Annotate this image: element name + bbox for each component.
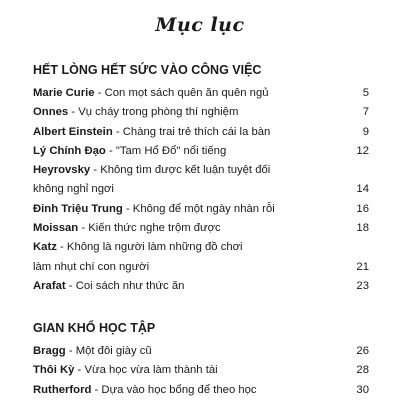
page-title: Mục lục	[155, 14, 245, 36]
toc-entry-page-number: 12	[356, 144, 369, 157]
toc-entry-separator: -	[122, 202, 133, 215]
section-1-entries	[33, 84, 369, 296]
toc-entry-name: Moissan	[33, 222, 79, 235]
toc-entry-separator: -	[112, 125, 123, 138]
toc-entry	[33, 200, 369, 219]
toc-entry-name: Arafat	[33, 279, 66, 292]
toc-entry-line	[33, 381, 369, 400]
toc-entry	[33, 277, 369, 296]
toc-entry-page-number: 7	[362, 106, 369, 119]
toc-entry-line	[33, 161, 369, 180]
toc-entry-name: Onnes	[33, 106, 69, 119]
toc-entry-separator: -	[68, 106, 79, 119]
toc-entry-line	[33, 200, 369, 219]
toc-entry-description: Không để một ngày nhàn rỗi	[132, 202, 275, 215]
toc-entry-description: Vừa học vừa làm thành tài	[84, 364, 218, 377]
toc-entry-separator: -	[56, 241, 67, 254]
toc-entry-name: Marie Curie	[33, 87, 95, 99]
toc-entry	[33, 381, 369, 400]
toc-entry-description: Không tìm được kết luận tuyệt đối	[100, 164, 271, 177]
toc-entry-page-number: 30	[356, 383, 369, 396]
toc-entry-page-number: 16	[356, 202, 369, 215]
toc-entry-page-number: 21	[356, 260, 369, 273]
toc-entry-description: "Tam Hổ Đổ" nổi tiếng	[115, 144, 227, 157]
toc-entry-separator: -	[65, 279, 76, 292]
toc-entry-description: Chàng trai trẻ thích cái la bàn	[122, 125, 271, 138]
toc-entry-description: Kiến thức nghe trộm được	[88, 222, 221, 235]
toc-entry-description: Coi sách như thức ăn	[75, 279, 185, 292]
toc-entry-name: Thôi Kỳ	[33, 364, 75, 377]
toc-entry-page-number: 18	[356, 222, 369, 235]
toc-entry-separator: -	[78, 222, 89, 235]
toc-entry-separator: -	[94, 87, 105, 99]
toc-entry-line	[33, 277, 369, 296]
toc-entry-page-number: 14	[356, 183, 369, 196]
toc-entry-page-number: 9	[362, 125, 369, 138]
toc-entry	[33, 84, 369, 103]
toc-entry-description: Con mọt sách quên ăn quên ngủ	[104, 87, 269, 99]
toc-entry-line	[33, 361, 369, 380]
toc-entry	[33, 238, 369, 277]
toc-entry-line	[33, 123, 369, 142]
toc-entry-line	[33, 238, 369, 257]
toc-entry-page-number: 23	[356, 279, 369, 292]
toc-entry-name: Rutherford	[33, 383, 92, 396]
toc-entry-description: Không là người làm những đồ chơi	[66, 241, 243, 254]
toc-entry-description-continued: không nghỉ ngơi	[33, 183, 114, 196]
toc-entry	[33, 342, 369, 361]
toc-entry-separator: -	[65, 345, 76, 357]
toc-entry-page-number: 28	[356, 364, 369, 377]
toc-entry-page-number: 26	[356, 345, 369, 357]
toc-entry-name: Đinh Triệu Trung	[33, 202, 123, 215]
section-heading-2: GIAN KHỔ HỌC TẬP	[33, 321, 156, 335]
section-heading-1: HẾT LÒNG HẾT SỨC VÀO CÔNG VIỆC	[33, 63, 262, 77]
toc-entry-description: Vụ cháy trong phòng thí nghiệm	[78, 106, 239, 119]
toc-entry-separator: -	[74, 364, 85, 377]
section-2-entries	[33, 342, 369, 400]
toc-entry	[33, 103, 369, 122]
toc-entry-separator: -	[90, 164, 101, 177]
toc-entry-line	[33, 219, 369, 238]
toc-entry-name: Heyrovsky	[33, 164, 91, 177]
toc-entry	[33, 161, 369, 200]
toc-entry-page-number: 5	[362, 87, 369, 99]
toc-entry-line	[33, 103, 369, 122]
toc-entry-description: Một đôi giày cũ	[75, 345, 152, 357]
toc-entry	[33, 142, 369, 161]
toc-entry-name: Lý Chính Đạo	[33, 144, 106, 157]
toc-entry-description-continued: làm nhụt chí con người	[33, 260, 150, 273]
toc-entry-name: Katz	[33, 241, 57, 254]
toc-entry-line	[33, 342, 369, 361]
toc-entry-line	[33, 142, 369, 161]
toc-entry-line	[33, 84, 369, 103]
toc-entry-name: Albert Einstein	[33, 125, 113, 138]
toc-entry-description: Dựa vào học bổng để theo học	[101, 383, 257, 396]
toc-entry-name: Bragg	[33, 345, 66, 357]
toc-entry-separator: -	[105, 144, 116, 157]
toc-entry	[33, 219, 369, 238]
toc-entry	[33, 123, 369, 142]
toc-entry	[33, 361, 369, 380]
toc-entry-separator: -	[91, 383, 102, 396]
